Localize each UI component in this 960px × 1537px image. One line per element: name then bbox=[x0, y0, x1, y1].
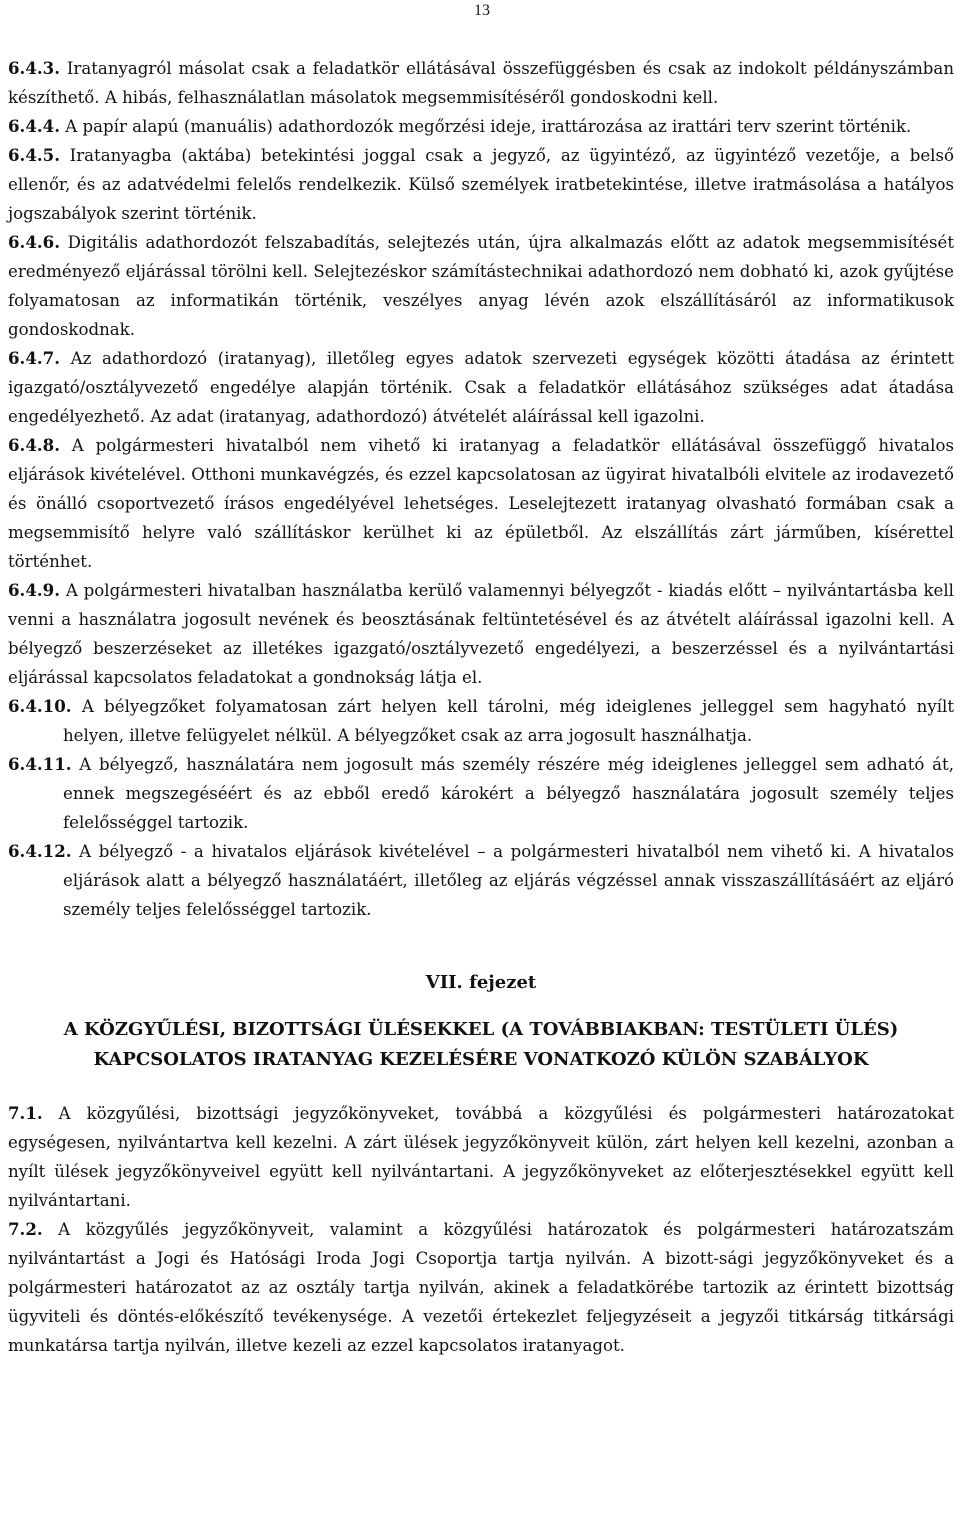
paragraph-6-4-3 bbox=[8, 54, 954, 112]
paragraph-number: 6.4.3. bbox=[8, 58, 60, 78]
paragraph-number: 6.4.9. bbox=[8, 580, 60, 600]
paragraph-text: A polgármesteri hivatalban használatba kerülő valamennyi bélyegzőt - kiadás előtt – nyilvántartásba kell venni a használatra jogosult nevének és beosztásának feltüntetésével és az átvételt aláírással igazolni kell. A bélyegző beszerzéseket az illetékes igazgató/osztályvezető engedélyezi, a beszerzéssel és a nyilvántartási eljárással kapcsolatos feladatokat a gondnokság látja el. bbox=[8, 581, 954, 687]
section-number: 7.1. bbox=[8, 1103, 43, 1123]
paragraph-6-4-12 bbox=[8, 837, 954, 924]
paragraph-number: 6.4.5. bbox=[8, 145, 60, 165]
paragraph-text: Iratanyagról másolat csak a feladatkör ellátásával összefüggésben és csak az indokolt példányszámban készíthető. A hibás, felhasználatlan másolatok megsemmisítéséről gondoskodni kell. bbox=[8, 59, 955, 107]
chapter-label: VII. fejezet bbox=[425, 972, 537, 993]
document-body bbox=[8, 54, 954, 1360]
paragraph-6-4-11 bbox=[8, 750, 954, 837]
section-number: 7.2. bbox=[8, 1219, 43, 1239]
section-text: A közgyűlési, bizottsági jegyzőkönyveket, továbbá a közgyűlési és polgármesteri határozatokat egységesen, nyilvántartva kell kezelni. A zárt ülések jegyzőkönyveit külön, zárt helyen kell kezelni, azonban a nyílt ülések jegyzőkönyveivel együtt kell nyilvántartani. A jegyzőkönyveket az előterjesztésekkel együtt kell nyilvántartani. bbox=[8, 1104, 954, 1210]
paragraph-6-4-9 bbox=[8, 576, 954, 692]
section-text: A közgyűlés jegyzőkönyveit, valamint a közgyűlési határozatok és polgármesteri határozatszám nyilvántartást a Jogi és Hatósági Iroda Jogi Csoportja tartja nyilván. A bizott-sági jegyzőkönyveket és a polgármesteri határozatot az az osztály tartja nyilván, akinek a feladatkörébe tartozik az érintett bizottság ügyviteli és döntés-előkészítő tevékenysége. A vezetői értekezlet feljegyzéseit a jegyzői titkárság titkársági munkatársa tartja nyilván, illetve kezeli az ezzel kapcsolatos iratanyagot. bbox=[8, 1220, 954, 1355]
paragraph-number: 6.4.10. bbox=[8, 696, 72, 716]
paragraph-6-4-10 bbox=[8, 692, 954, 750]
paragraph-text: A papír alapú (manuális) adathordozók megőrzési ideje, irattározása az irattári terv szerint történik. bbox=[65, 117, 912, 136]
section-7-2 bbox=[8, 1215, 954, 1360]
paragraph-number: 6.4.4. bbox=[8, 116, 60, 136]
paragraph-number: 6.4.6. bbox=[8, 232, 60, 252]
paragraph-text: A polgármesteri hivatalból nem vihető ki iratanyag a feladatkör ellátásával összefüggő hivatalos eljárások kivételével. Otthoni munkavégzés, és ezzel kapcsolatosan az ügyirat hivatalbóli elvitele az irodavezető és önálló csoportvezető írásos engedélyével lehetséges. Leselejtezett iratanyag olvasható formában csak a megsemmisítő helyre való szállításkor kerülhet ki az épületből. Az elszállítás zárt járműben, kísérettel történhet. bbox=[8, 436, 954, 571]
paragraph-6-4-4 bbox=[8, 112, 954, 141]
paragraph-number: 6.4.11. bbox=[8, 754, 72, 774]
paragraph-6-4-7 bbox=[8, 344, 954, 431]
chapter-title-line-2: KAPCSOLATOS IRATANYAG KEZELÉSÉRE VONATKOZÓ KÜLÖN SZABÁLYOK bbox=[93, 1049, 869, 1070]
paragraph-text: Iratanyagba (aktába) betekintési joggal csak a jegyző, az ügyintéző, az ügyintéző vezetője, a belső ellenőr, és az adatvédelmi felelős rendelkezik. Külső személyek iratbetekintése, illetve iratmásolása a hatályos jogszabályok szerint történik. bbox=[8, 146, 954, 223]
paragraph-number: 6.4.12. bbox=[8, 841, 72, 861]
paragraph-6-4-8 bbox=[8, 431, 954, 576]
paragraph-text: A bélyegző - a hivatalos eljárások kivételével – a polgármesteri hivatalból nem vihető ki. A hivatalos eljárások alatt a bélyegző használatáért, illetőleg az eljárás végzéssel annak visszaszállításáért az eljáró személy teljes felelősséggel tartozik. bbox=[63, 842, 954, 919]
paragraph-6-4-6 bbox=[8, 228, 954, 344]
paragraph-text: A bélyegzőket folyamatosan zárt helyen kell tárolni, még ideiglenes jelleggel sem hagyható nyílt helyen, illetve felügyelet nélkül. A bélyegzőket csak az arra jogosult használhatja. bbox=[63, 697, 955, 745]
chapter-title-line-1: A KÖZGYŰLÉSI, BIZOTTSÁGI ÜLÉSEKKEL (A TOVÁBBIAKBAN: TESTÜLETI ÜLÉS) bbox=[63, 1019, 899, 1040]
chapter-title bbox=[8, 1015, 954, 1075]
section-7-1 bbox=[8, 1099, 954, 1215]
paragraph-text: Az adathordozó (iratanyag), illetőleg egyes adatok szervezeti egységek közötti átadása az érintett igazgató/osztályvezető engedélye alapján történik. Csak a feladatkör ellátásához szükséges adat átadása engedélyezhető. Az adat (iratanyag, adathordozó) átvételét aláírással kell igazolni. bbox=[8, 349, 954, 426]
page-number: 13 bbox=[474, 2, 490, 19]
paragraph-number: 6.4.8. bbox=[8, 435, 60, 455]
paragraph-number: 6.4.7. bbox=[8, 348, 60, 368]
paragraph-text: Digitális adathordozót felszabadítás, selejtezés után, újra alkalmazás előtt az adatok megsemmisítését eredményező eljárással törölni kell. Selejtezéskor számítástechnikai adathordozó nem dobható ki, azok gyűjtése folyamatosan az informatikán történik, veszélyes anyag lévén azok elszállításáról az informatikusok gondoskodnak. bbox=[8, 233, 954, 339]
paragraph-6-4-5 bbox=[8, 141, 954, 228]
paragraph-text: A bélyegző, használatára nem jogosult más személy részére még ideiglenes jelleggel sem adható át, ennek megszegéséért és az ebből eredő károkért a bélyegző használatára jogosult személy teljes felelősséggel tartozik. bbox=[63, 755, 954, 832]
